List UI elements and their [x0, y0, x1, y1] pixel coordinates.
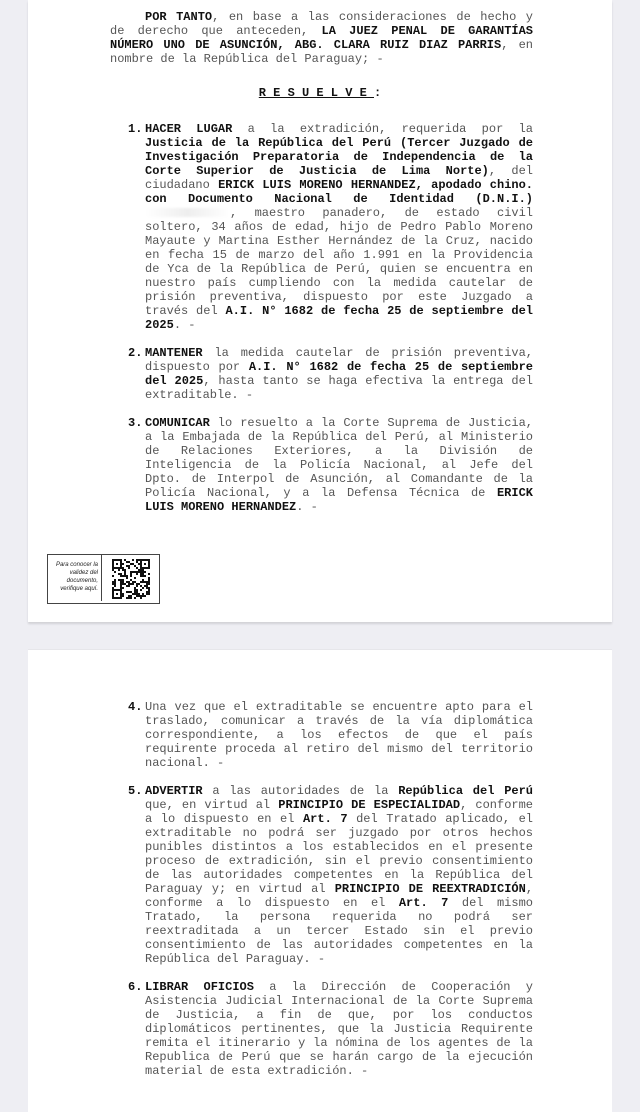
bold-text: A.I. N° 1682 de fecha 25 de septiembre del 2025	[145, 304, 533, 332]
resolution-item-2-row	[128, 346, 533, 402]
resolution-item-1	[145, 122, 533, 332]
bold-text: PRINCIPIO DE REEXTRADICIÓN	[334, 882, 526, 896]
bold-text: HACER LUGAR	[145, 122, 233, 136]
bold-text: COMUNICAR	[145, 416, 210, 430]
body-text: la medida cautelar de prisión preventiva, dispuesto por	[145, 346, 533, 374]
body-text: , en base a las consideraciones de hecho y de derecho que anteceden,	[110, 10, 534, 38]
body-text: . -	[173, 318, 196, 332]
bold-text: Art. 7	[398, 896, 449, 910]
resolution-item-3	[145, 416, 533, 514]
body-text: del mismo Tratado, la persona requerida no podrá ser reextraditada a un tercer Estado sin el previo consentimiento de las autoridades competentes en la República del Paraguay. -	[145, 896, 533, 966]
body-text: , conforme a lo dispuesto en el	[145, 798, 534, 826]
bold-text: ADVERTIR	[145, 784, 203, 798]
qr-caption: Para conocer la validez del documento, verifique aquí.	[50, 555, 102, 601]
body-text: Una vez que el extraditable se encuentre apto para el traslado, comunicar a través de la vía diplomática correspondiente, a los efectos de que el país requirente proceda al retiro del mismo del territorio nacional. -	[145, 700, 533, 770]
resuelve-heading	[28, 86, 612, 100]
bold-text: A.I. N° 1682 de fecha 25 de septiembre del 2025	[145, 360, 533, 388]
resolution-item-3-row	[128, 416, 533, 514]
bold-text: POR TANTO	[145, 10, 213, 24]
bold-text: ERICK LUIS MORENO HERNANDEZ	[145, 486, 533, 514]
resolution-item-4	[145, 700, 533, 770]
redacted-dni	[145, 208, 230, 217]
document-page-1	[28, 0, 612, 622]
body-text: . -	[296, 500, 318, 514]
resolution-item-6-row	[128, 980, 533, 1078]
qr-code-icon[interactable]	[112, 559, 150, 599]
body-text: a la extradición, requerida por la	[232, 122, 533, 136]
document-page-2	[28, 649, 612, 1112]
item-number: 3.	[128, 416, 143, 430]
resuelve-title: RESUELVE	[258, 86, 374, 100]
resolution-item-1-row	[128, 122, 533, 332]
bold-text: ERICK LUIS MORENO HERNANDEZ, apodado chino. con Documento Nacional de Identidad (D.N.I.)	[145, 178, 534, 206]
bold-text: LIBRAR OFICIOS	[145, 980, 254, 994]
body-text: , conforme a lo dispuesto en el	[145, 882, 534, 910]
bold-text: LA JUEZ PENAL DE GARANTÍAS NÚMERO UNO DE ASUNCIÓN, ABG. CLARA RUIZ DIAZ PARRIS	[110, 24, 533, 52]
item-number: 2.	[128, 346, 143, 360]
body-text: , en nombre de la República del Paraguay; -	[110, 38, 533, 66]
por-tanto-paragraph	[110, 10, 533, 66]
item-number: 5.	[128, 784, 143, 798]
item-number: 1.	[128, 122, 143, 136]
body-text: a las autoridades de la	[202, 784, 399, 798]
body-text: del Tratado aplicado, el extraditable no podrá ser juzgado por otros hechos punibles distintos a los establecidos en el presente proceso de extradición, sin el previo consentimiento de las autoridades competentes en la República del Paraguay y; en virtud al	[145, 812, 533, 896]
body-text: , maestro panadero, de estado civil soltero, 34 años de edad, hijo de Pedro Pablo Moreno Mayaute y Martina Esther Hernández de la Cruz, nacido en fecha 15 de marzo del año 1.991 en la Providencia de Yca de la República de Perú, quien se encuentra en nuestro país cumpliendo con la medida cautelar de prisión preventiva, dispuesto por este Juzgado a través del	[145, 206, 533, 318]
item-number: 6.	[128, 980, 143, 994]
resolution-item-2	[145, 346, 533, 402]
bold-text: Art. 7	[302, 812, 348, 826]
resolution-item-6	[145, 980, 533, 1078]
bold-text: República del Perú	[398, 784, 534, 798]
resolution-item-5	[145, 784, 533, 966]
bold-text: Justicia de la República del Perú (Tercer Juzgado de Investigación Preparatoria de Independencia de la Corte Superior de Justicia de Lima Norte)	[145, 136, 533, 178]
bold-text: PRINCIPIO DE ESPECIALIDAD	[278, 798, 461, 812]
body-text: a la Dirección de Cooperación y Asistencia Judicial Internacional de la Corte Suprema de Justicia, a fin de que, por los conductos diplomáticos pertinentes, que la Justicia Requirente remita el itinerario y la nómina de los agentes de la Republica de Perú que se harán cargo de la ejecución material de esta extradición. -	[145, 980, 533, 1078]
body-text: , hasta tanto se haga efectiva la entrega del extraditable. -	[145, 374, 533, 402]
resuelve-colon: :	[374, 86, 382, 100]
validation-qr-box[interactable]	[47, 554, 160, 604]
item-number: 4.	[128, 700, 143, 714]
bold-text: MANTENER	[145, 346, 203, 360]
body-text: lo resuelto a la Corte Suprema de Justicia, a la Embajada de la República del Perú, al Ministerio de Relaciones Exteriores, a la División de Inteligencia de la Policía Nacional, al Jefe del Dpto. de Interpol de Asunción, al Comandante de la Policía Nacional, y a la Defensa Técnica de	[145, 416, 533, 500]
resolution-item-4-row	[128, 700, 533, 770]
resolution-item-5-row	[128, 784, 533, 966]
body-text: que, en virtud al	[145, 798, 279, 812]
body-text: , del ciudadano	[145, 164, 534, 192]
